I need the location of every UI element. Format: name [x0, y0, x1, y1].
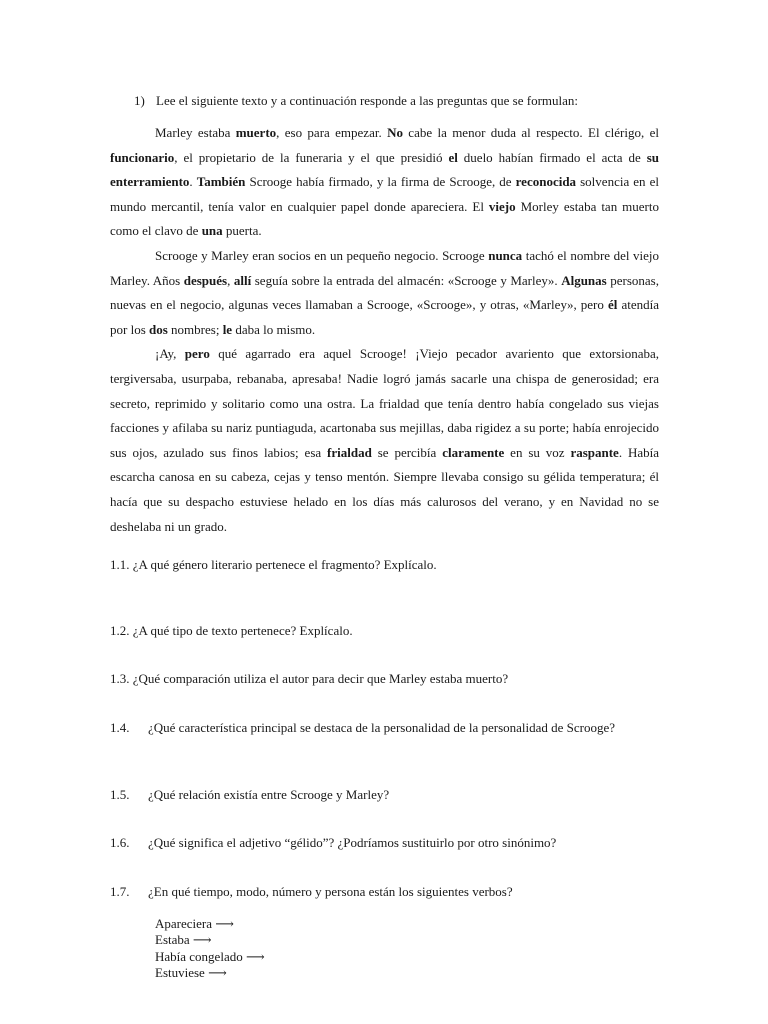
question-1-2: 1.2. ¿A qué tipo de texto pertenece? Explícalo.	[110, 623, 353, 638]
bold-word: él	[607, 297, 618, 313]
text-run: en su voz	[504, 444, 571, 460]
bold-word: claramente	[442, 444, 505, 460]
text-run: puerta.	[222, 223, 262, 239]
bold-word: funcionario	[110, 149, 175, 165]
literary-passage	[110, 121, 659, 539]
text-run: , eso para empezar.	[276, 125, 388, 140]
text-run: duelo habían firmado el acta de	[457, 149, 647, 165]
verb-item: Había congelado ⟶	[155, 948, 265, 964]
instruction-number: 1)	[134, 93, 145, 108]
bold-word: dos	[149, 321, 168, 337]
instruction-text: Lee el siguiente texto y a continuación responde a las preguntas que se formulan:	[156, 93, 578, 108]
text-run: Morley estaba tan muerto como el clavo de	[110, 198, 659, 239]
question-1-4-number: 1.4.	[110, 720, 130, 735]
passage-paragraph-2	[110, 244, 659, 342]
question-1-5-number: 1.5.	[110, 787, 130, 802]
passage-paragraph-1	[110, 121, 659, 244]
question-1-5-text: ¿Qué relación existía entre Scrooge y Marley?	[148, 787, 390, 802]
text-run: ,	[227, 272, 234, 288]
bold-word: le	[222, 321, 233, 337]
verb-item: Apareciera ⟶	[155, 916, 234, 931]
text-run: atendía por los	[110, 297, 659, 337]
question-1-7-text: ¿En qué tiempo, modo, número y persona están los siguientes verbos?	[148, 884, 513, 899]
text-run: Marley estaba	[155, 125, 236, 140]
bold-word: pero	[184, 346, 210, 362]
bold-word: su enterramiento	[110, 149, 659, 190]
instruction	[134, 92, 578, 110]
bold-word: el	[448, 149, 458, 165]
question-1-1: 1.1. ¿A qué género literario pertenece el fragmento? Explícalo.	[110, 557, 437, 572]
bold-word: raspante	[570, 444, 619, 460]
verb-item: Estuviese ⟶	[155, 964, 227, 980]
text-run: nombres;	[167, 321, 223, 337]
bold-word: reconocida	[515, 174, 577, 190]
text-run: ¡Ay,	[155, 346, 185, 362]
text-run: Scrooge había firmado, y la firma de Scrooge, de	[245, 174, 516, 190]
question-1-4-text: ¿Qué característica principal se destaca de la personalidad de la personalidad de Scrooge?	[148, 720, 616, 735]
bold-word: allí	[233, 272, 252, 288]
bold-word: viejo	[488, 198, 516, 214]
text-run: qué agarrado era aquel Scrooge! ¡Viejo pecador avariento que extorsionaba, tergiversaba, usurpaba, rebanaba, apresaba! Nadie logró jamás sacarle una chispa de generosidad; era secreto, reprimido y solitario como una ostra. La frialdad que tenía dentro había congelado sus viejas facciones y afilaba su nariz puntiaguda, acartonaba sus mejillas, daba rigidez a su porte; había enrojecido sus ojos, azulado sus finos labios; esa	[110, 346, 659, 460]
bold-word: No	[387, 125, 403, 140]
bold-word: nunca	[488, 247, 523, 263]
question-1-3: 1.3. ¿Qué comparación utiliza el autor para decir que Marley estaba muerto?	[110, 671, 509, 686]
text-run: . Había escarcha canosa en su cabeza, cejas y tenso mentón. Siempre llevaba consigo su gélida temperatura; él hacía que su despacho estuviese helado en los días más calurosos del verano, y en Navidad no se deshelaba ni un grado.	[110, 444, 660, 534]
bold-word: frialdad	[327, 444, 372, 460]
text-run: cabe la menor duda al respecto. El clérigo, el	[402, 125, 659, 140]
text-run: tachó el nombre del viejo Marley. Años	[110, 247, 660, 288]
text-run: daba lo mismo.	[232, 321, 316, 337]
text-run: solvencia en el mundo mercantil, tenía valor en cualquier papel donde apareciera. El	[110, 174, 660, 214]
verb-list	[155, 916, 265, 981]
text-run: Scrooge y Marley eran socios en un pequeño negocio. Scrooge	[155, 247, 489, 263]
text-run: se percibía	[371, 444, 443, 460]
text-run: personas, nuevas en el negocio, algunas veces llamaban a Scrooge, «Scrooge», y otras, «Marley», pero	[110, 272, 659, 313]
text-run: seguía sobre la entrada del almacén: «Scrooge y Marley».	[251, 272, 562, 288]
bold-word: Algunas	[561, 272, 607, 288]
bold-word: muerto	[235, 125, 277, 140]
question-1-6-number: 1.6.	[110, 835, 130, 850]
text-run: , el propietario de la funeraria y el que presidió	[174, 149, 449, 165]
verb-item: Estaba ⟶	[155, 932, 212, 948]
text-run: .	[189, 174, 197, 190]
bold-word: una	[201, 223, 223, 239]
question-1-7-number: 1.7.	[110, 884, 130, 899]
bold-word: después	[183, 272, 228, 288]
question-1-6-text: ¿Qué significa el adjetivo “gélido”? ¿Podríamos sustituirlo por otro sinónimo?	[148, 835, 557, 850]
bold-word: También	[196, 174, 246, 190]
passage-paragraph-3	[110, 342, 659, 539]
